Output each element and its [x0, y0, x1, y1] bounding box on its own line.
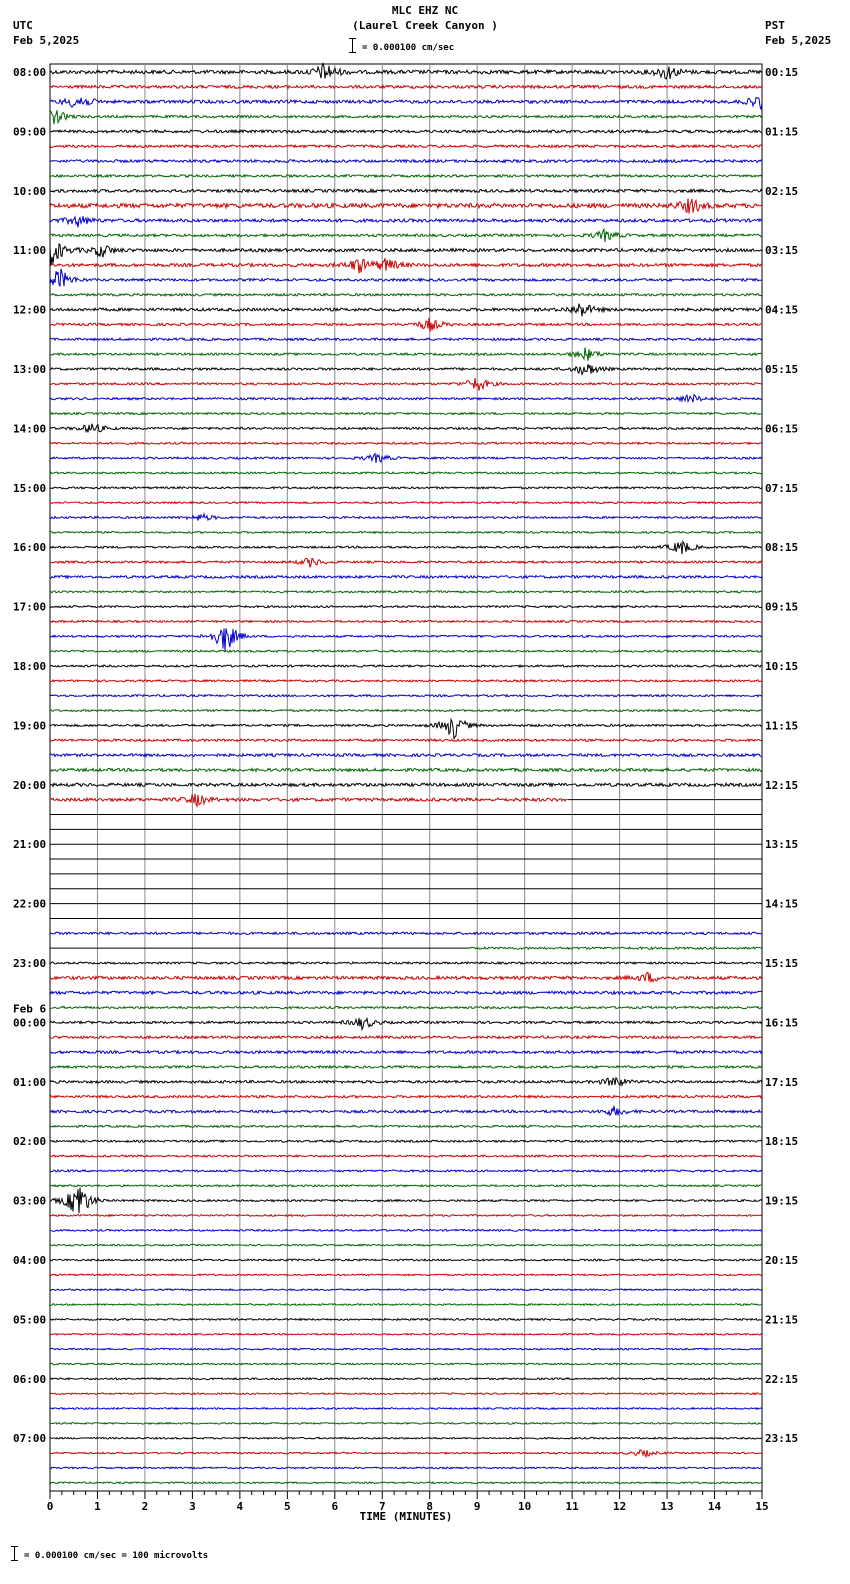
utc-hour-label: 18:00: [13, 660, 47, 673]
seismic-trace: [50, 932, 762, 934]
x-tick-label: 2: [141, 1500, 149, 1513]
pst-hour-label: 07:15: [765, 481, 799, 495]
pst-hour-label: 18:15: [765, 1135, 799, 1149]
utc-hour-label: 22:00: [13, 897, 47, 911]
pst-hour-label: 04:15: [765, 303, 799, 317]
seismic-trace: [50, 576, 762, 579]
seismic-trace: [50, 189, 762, 192]
seismic-trace: [50, 621, 762, 623]
right-date-label: Feb 5,2025: [765, 34, 832, 47]
seismic-trace: [50, 1450, 762, 1457]
seismic-trace: [50, 680, 762, 682]
seismic-trace: [50, 558, 762, 567]
utc-hour-label: 00:00: [13, 1016, 47, 1030]
seismic-trace: [50, 1188, 762, 1214]
seismic-trace: [50, 1408, 762, 1410]
seismic-trace: [50, 294, 762, 296]
seismic-trace: [50, 85, 762, 88]
seismic-trace: [50, 1066, 762, 1068]
seismic-trace: [50, 532, 762, 534]
seismic-trace: [50, 783, 762, 786]
seismic-trace: [50, 1259, 762, 1261]
x-tick-label: 12: [612, 1500, 627, 1513]
x-axis-title: TIME (MINUTES): [359, 1510, 453, 1523]
x-tick-label: 5: [284, 1500, 291, 1513]
utc-hour-label: 10:00: [13, 184, 47, 198]
seismic-trace: [50, 650, 762, 652]
seismic-trace: [50, 318, 762, 332]
x-tick-label: 1: [94, 1500, 101, 1513]
seismic-trace: [50, 1125, 762, 1127]
amplitude-scale-label: = 0.000100 cm/sec: [362, 43, 455, 53]
utc-hour-label: 08:00: [13, 66, 47, 79]
seismic-trace: [50, 175, 762, 177]
seismic-trace: [50, 1348, 762, 1350]
utc-hour-label: 02:00: [13, 1135, 47, 1149]
x-tick-label: 11: [565, 1500, 579, 1513]
station-location: (Laurel Creek Canyon ): [352, 19, 498, 32]
pst-hour-label: 15:15: [765, 957, 799, 970]
utc-hour-label: 07:00: [13, 1432, 47, 1446]
utc-hour-label: 13:00: [13, 363, 47, 376]
utc-hour-label: 06:00: [13, 1372, 47, 1386]
x-tick-label: 8: [426, 1500, 434, 1513]
utc-hour-label: 21:00: [13, 838, 47, 852]
seismic-trace: [50, 338, 762, 340]
x-tick-label: 6: [331, 1500, 339, 1513]
utc-hour-label: 11:00: [13, 244, 47, 258]
x-tick-label: 10: [518, 1500, 532, 1513]
pst-hour-label: 21:15: [765, 1313, 799, 1327]
pst-hour-label: 22:15: [765, 1372, 799, 1386]
seismic-trace: [50, 628, 762, 651]
utc-hour-label: 14:00: [13, 422, 47, 436]
seismic-trace: [50, 665, 762, 667]
seismic-trace: [50, 1007, 762, 1009]
seismic-trace: [50, 973, 762, 982]
seismic-trace: [50, 413, 762, 415]
seismic-trace: [50, 378, 762, 391]
seismic-trace: [50, 591, 762, 593]
x-tick-label: 14: [707, 1500, 722, 1513]
seismic-trace: [50, 216, 762, 227]
utc-hour-label: 09:00: [13, 125, 47, 139]
seismic-trace: [50, 258, 762, 273]
seismic-trace: [50, 304, 762, 317]
seismic-trace: [50, 1229, 762, 1231]
right-timezone-label: PST: [765, 19, 785, 32]
seismic-trace: [50, 606, 762, 608]
seismic-trace: [50, 1215, 762, 1217]
pst-hour-label: 23:15: [765, 1432, 799, 1446]
pst-hour-label: 05:15: [765, 363, 799, 376]
x-tick-label: 13: [660, 1500, 674, 1513]
seismic-trace: [50, 769, 762, 772]
utc-hour-label: 01:00: [13, 1075, 47, 1089]
seismic-trace: [50, 395, 762, 403]
seismic-trace: [50, 1289, 762, 1291]
seismic-trace: [50, 145, 762, 148]
pst-hour-label: 19:15: [765, 1194, 799, 1208]
seismic-trace: [50, 424, 762, 433]
seismic-trace: [50, 1018, 762, 1030]
utc-hour-label: 23:00: [13, 957, 47, 970]
seismic-trace: [50, 160, 762, 163]
seismic-trace: [50, 514, 762, 521]
seismic-trace: [50, 1106, 762, 1116]
seismic-trace: [50, 695, 762, 697]
utc-hour-label: 03:00: [13, 1194, 47, 1208]
station-title: MLC EHZ NC: [391, 4, 459, 17]
seismic-trace: [50, 794, 567, 806]
footer-scale-label: = 0.000100 cm/sec = 100 microvolts: [24, 1551, 209, 1561]
utc-hour-label: 05:00: [13, 1313, 47, 1327]
x-tick-label: 3: [189, 1500, 196, 1513]
x-tick-label: 7: [378, 1500, 386, 1513]
pst-hour-label: 03:15: [765, 244, 799, 258]
seismic-trace: [50, 364, 762, 374]
seismic-trace: [50, 454, 762, 463]
x-tick-label: 4: [236, 1500, 244, 1513]
seismic-trace: [50, 1036, 762, 1039]
seismic-trace: [50, 1185, 762, 1187]
pst-hour-label: 14:15: [765, 897, 799, 911]
pst-hour-label: 13:15: [765, 838, 799, 852]
x-tick-label: 9: [473, 1500, 481, 1513]
seismic-trace: [50, 1378, 762, 1380]
seismic-trace: [50, 1304, 762, 1306]
seismic-trace: [50, 1334, 762, 1336]
utc-hour-label: 20:00: [13, 778, 47, 792]
seismic-trace: [50, 1482, 762, 1484]
pst-hour-label: 10:15: [765, 660, 799, 673]
seismic-trace: [50, 754, 762, 757]
utc-hour-label: 17:00: [13, 600, 47, 614]
utc-hour-label: 19:00: [13, 719, 47, 733]
pst-hour-label: 00:15: [765, 66, 799, 79]
seismic-trace: [50, 739, 762, 741]
seismic-trace: [50, 1170, 762, 1172]
seismic-trace: [50, 64, 762, 80]
seismic-trace: [50, 269, 762, 287]
plot-frame: [50, 64, 762, 1491]
left-date-label: Feb 5,2025: [13, 34, 80, 47]
seismic-trace: [50, 1363, 762, 1365]
seismic-trace: [50, 1437, 762, 1439]
seismic-trace: [50, 130, 762, 133]
utc-hour-label: 04:00: [13, 1254, 47, 1267]
pst-hour-label: 01:15: [765, 125, 799, 139]
seismic-trace: [50, 991, 762, 994]
seismic-trace: [50, 472, 762, 474]
seismic-trace: [50, 1274, 762, 1276]
seismic-trace: [50, 1467, 762, 1469]
pst-hour-label: 17:15: [765, 1075, 799, 1089]
pst-hour-label: 09:15: [765, 600, 799, 614]
seismic-trace: [50, 1423, 762, 1425]
seismic-trace: [50, 348, 762, 361]
pst-hour-label: 02:15: [765, 184, 799, 198]
pst-hour-label: 12:15: [765, 778, 799, 792]
seismic-trace: [50, 1155, 762, 1157]
seismic-trace: [50, 542, 762, 555]
footer-scale-bar: [14, 1546, 15, 1561]
seismic-trace: [50, 1140, 762, 1142]
pst-hour-label: 11:15: [765, 719, 799, 733]
seismic-trace: [50, 1244, 762, 1246]
seismic-trace: [50, 710, 762, 712]
utc-hour-label: 16:00: [13, 541, 47, 555]
seismic-trace: [50, 244, 762, 265]
seismic-trace: [50, 442, 762, 444]
pst-hour-label: 06:15: [765, 422, 799, 436]
seismic-trace: [50, 110, 762, 124]
seismic-trace: [50, 98, 762, 110]
seismic-trace: [50, 229, 762, 242]
pst-hour-label: 08:15: [765, 541, 799, 555]
utc-hour-label: 15:00: [13, 481, 47, 495]
seismic-trace: [50, 962, 762, 964]
x-tick-label: 15: [755, 1500, 769, 1513]
pst-hour-label: 16:15: [765, 1016, 799, 1030]
date-change-label: Feb 6: [13, 1002, 47, 1016]
seismic-trace: [50, 1078, 762, 1086]
x-tick-label: 0: [46, 1500, 54, 1513]
seismic-trace: [50, 502, 762, 504]
seismic-trace: [50, 1319, 762, 1321]
seismic-trace: [50, 1096, 762, 1098]
seismic-trace: [50, 720, 762, 739]
left-timezone-label: UTC: [13, 19, 33, 32]
seismic-trace: [50, 198, 762, 213]
utc-hour-label: 12:00: [13, 303, 47, 317]
seismic-trace: [468, 947, 762, 949]
seismic-trace: [50, 487, 762, 489]
pst-hour-label: 20:15: [765, 1254, 799, 1267]
seismic-trace: [50, 1393, 762, 1395]
seismic-trace: [50, 1051, 762, 1054]
